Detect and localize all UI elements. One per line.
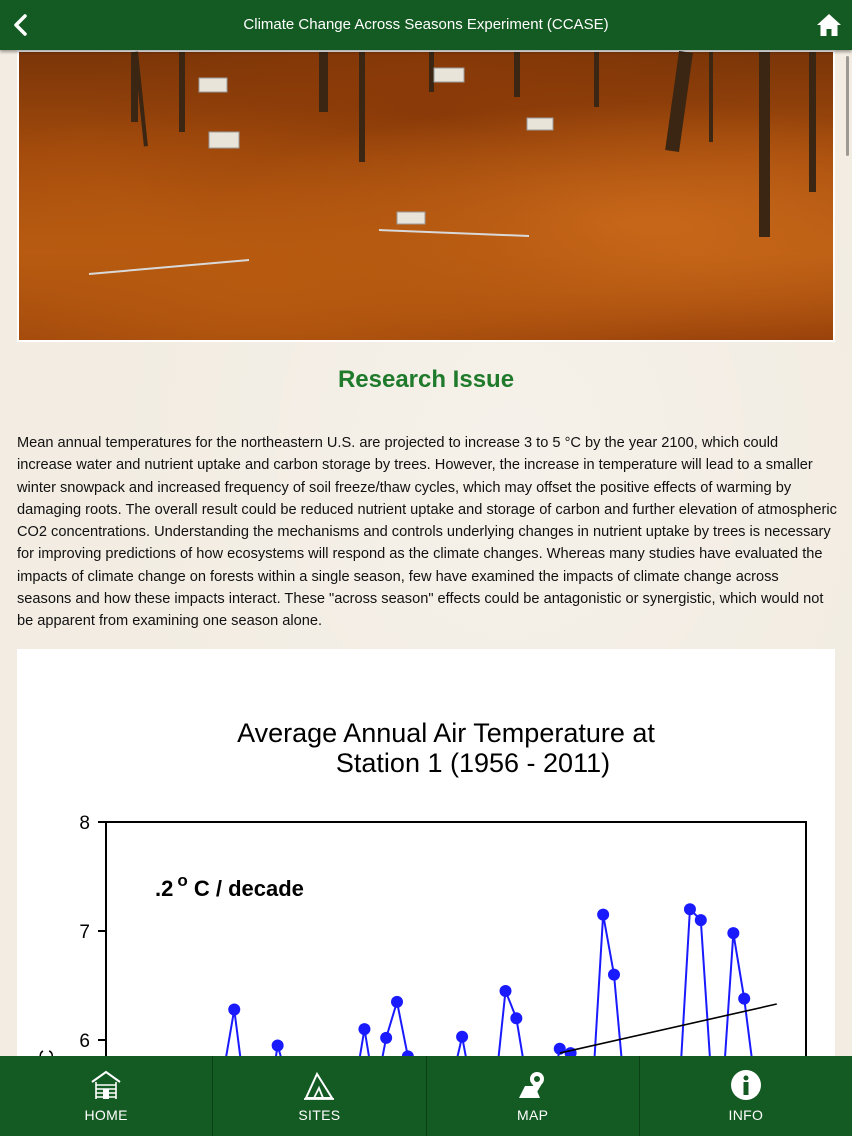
- tab-sites-label: SITES: [298, 1107, 341, 1123]
- tent-icon: [302, 1068, 336, 1102]
- scrollbar[interactable]: [846, 56, 849, 156]
- y-tick-label: 6: [79, 1031, 90, 1052]
- y-tick-label: 8: [79, 813, 90, 834]
- data-point: [695, 914, 707, 926]
- tab-bar: [0, 1056, 852, 1136]
- map-pin-icon: [516, 1068, 550, 1102]
- tab-map-label: MAP: [517, 1107, 549, 1123]
- forest-plot-photo: [17, 50, 835, 342]
- chart-canvas: [17, 649, 835, 1109]
- data-point: [380, 1032, 392, 1044]
- tab-home[interactable]: [0, 1056, 213, 1136]
- data-point: [391, 996, 403, 1008]
- data-point: [727, 927, 739, 939]
- navigation-bar: [0, 0, 852, 50]
- y-tick-label: 7: [79, 922, 90, 943]
- data-point: [684, 903, 696, 915]
- data-point: [738, 993, 750, 1005]
- research-description: Mean annual temperatures for the northeastern U.S. are projected to increase 3 to 5 °C by the year 2100, which could increase water and nutrient uptake and carbon storage by trees. However, the increase in temperature will lead to a smaller winter snowpack and increased frequency of soil freeze/thaw cycles, which may offset the positive effects of warming by damaging roots. The overall result could be reduced nutrient uptake and storage of carbon and further elevation of atmospheric CO2 concentrations. Understanding the mechanisms and controls underlying changes in nutrient uptake by trees is necessary for improving predictions of how ecosystems will respond as the climate changes. Whereas many studies have evaluated the impacts of climate change on forests within a single season, few have examined the impacts of climate change across seasons and how these impacts interact. These "across season" effects could be antagonistic or synergistic, which would not be apparent from examining one season alone.: [17, 435, 837, 630]
- tab-info[interactable]: [640, 1056, 852, 1136]
- tab-info-label: INFO: [728, 1107, 764, 1123]
- data-point: [358, 1023, 370, 1035]
- info-icon: [729, 1068, 763, 1102]
- cabin-icon: [89, 1068, 123, 1102]
- tab-sites[interactable]: [213, 1056, 426, 1136]
- tab-home-label: HOME: [84, 1107, 128, 1123]
- page-title: Climate Change Across Seasons Experiment (CCASE): [243, 16, 609, 33]
- scroll-content[interactable]: [0, 50, 852, 1056]
- data-point: [272, 1039, 284, 1051]
- y-axis-ticks: [79, 813, 106, 1052]
- data-point: [456, 1031, 468, 1043]
- data-point: [500, 985, 512, 997]
- chart-title-line1: Average Annual Air Temperature at: [237, 718, 655, 748]
- home-icon[interactable]: [814, 10, 844, 40]
- section-heading: Research Issue: [337, 366, 515, 393]
- data-point: [597, 909, 609, 921]
- trend-line: [560, 1004, 777, 1053]
- chart-title-line2: Station 1 (1956 - 2011): [335, 748, 611, 778]
- data-point: [228, 1003, 240, 1015]
- tab-map[interactable]: [427, 1056, 640, 1136]
- data-point: [510, 1012, 522, 1024]
- trend-annotation: .2 $^o$ C / decade: [155, 871, 304, 901]
- photo-illustration: [19, 52, 837, 344]
- temperature-chart: [17, 649, 835, 1109]
- data-point: [608, 969, 620, 981]
